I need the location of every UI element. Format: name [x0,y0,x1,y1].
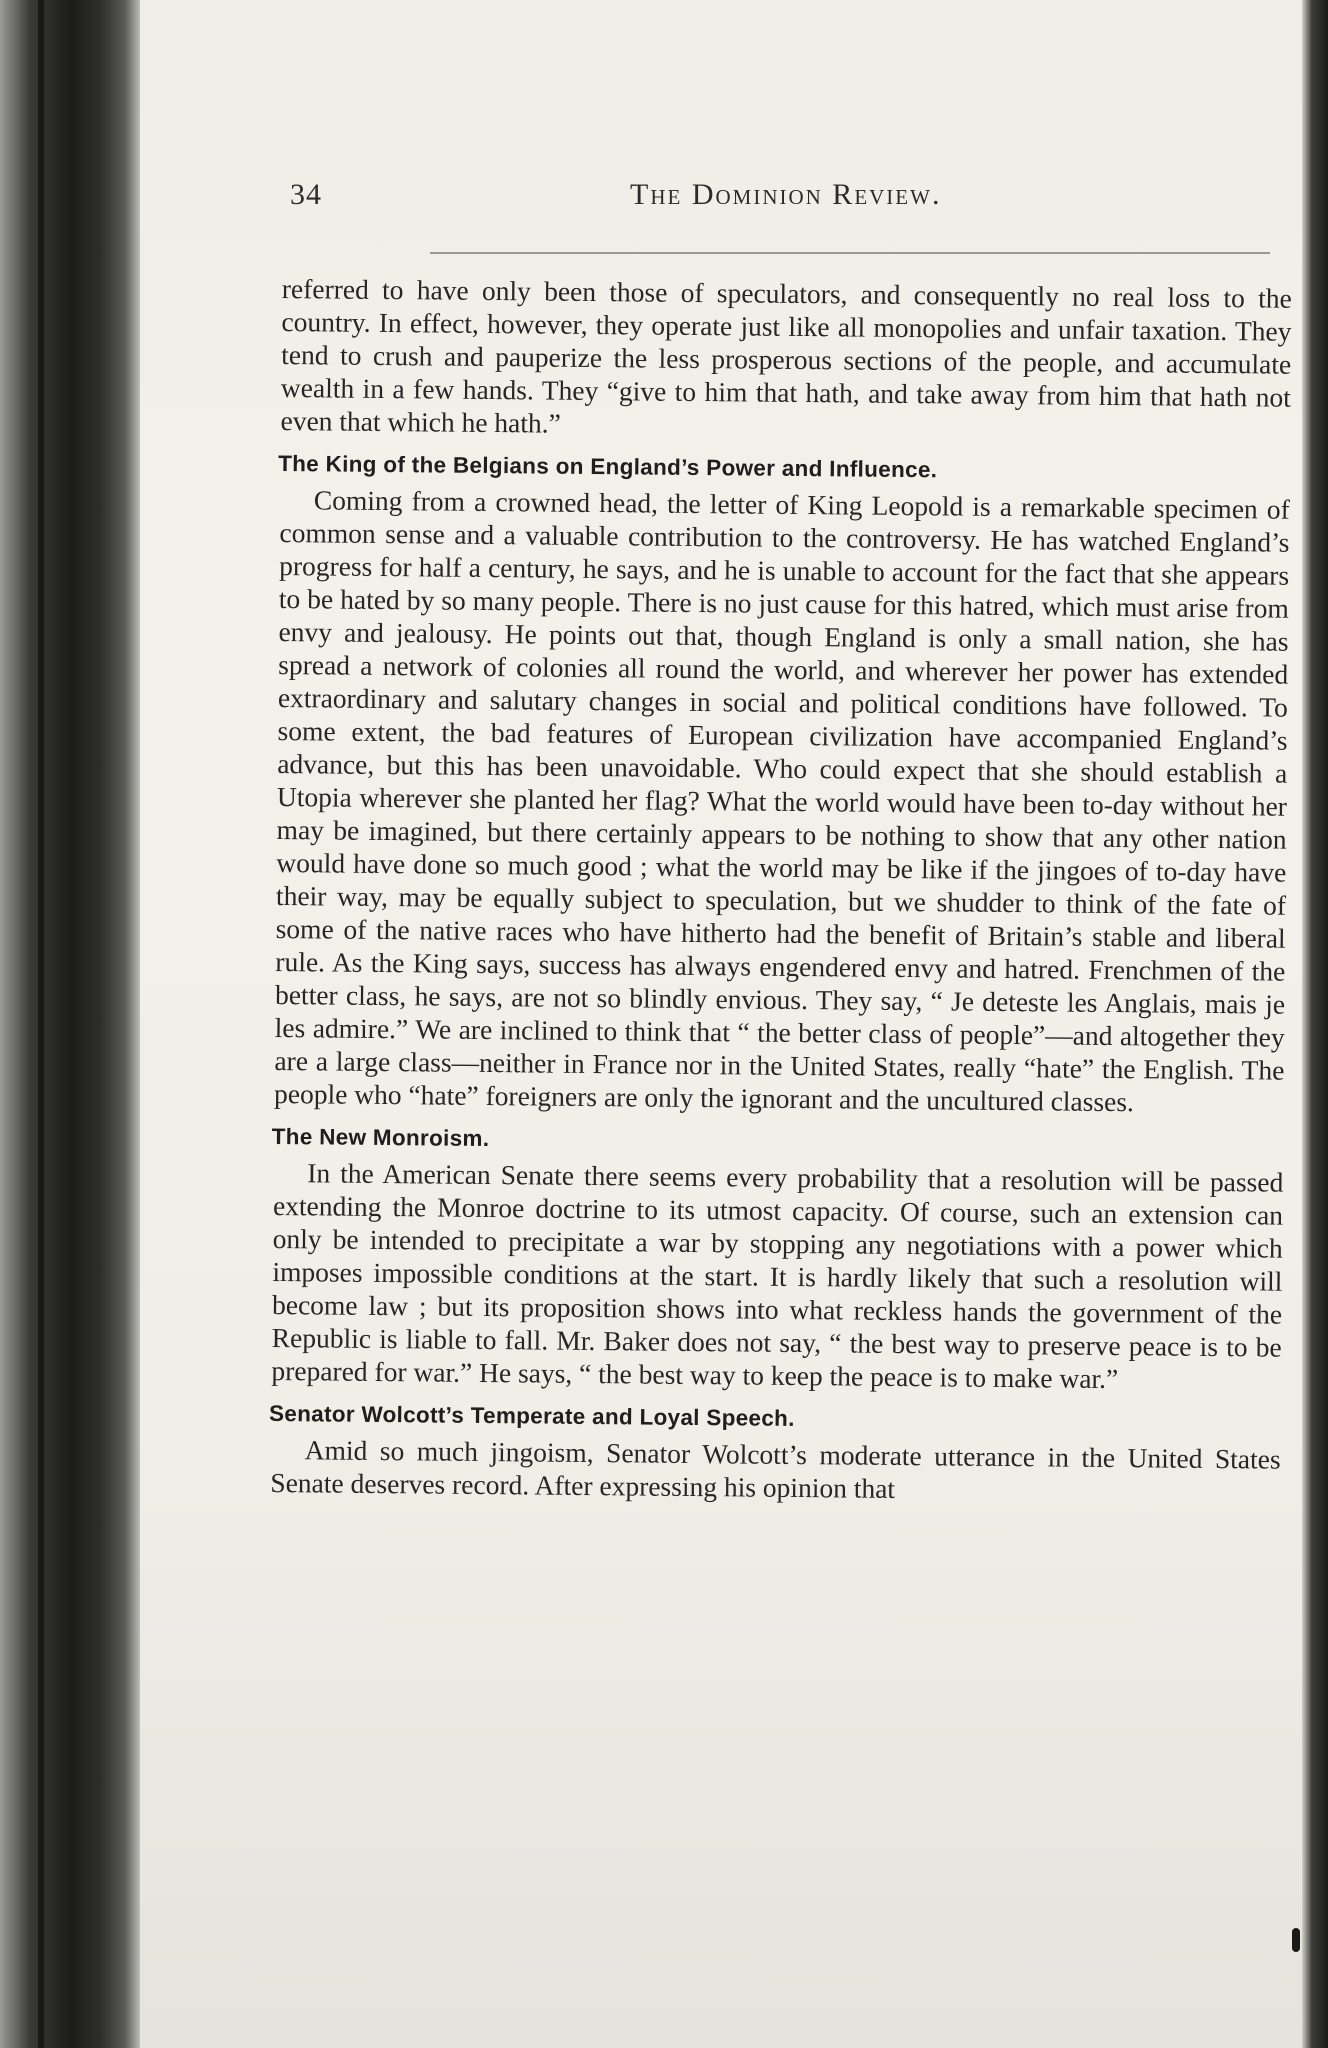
section-heading: The King of the Belgians on England’s Power and Influence. [278,450,938,483]
header-rule [430,252,1270,254]
paragraph: referred to have only been those of speculators, and consequently no real loss to the country. In effect, however, they operate just like all monopolies and unfair taxation. They tend to crush and pauperize the less prosperous sections of the people, and accumulate wealth in a few hands. They “give to him that hath, and take away from him that hath not even that which he hath.” [280,272,1292,439]
right-page-edge [1302,0,1328,2048]
paragraph: Coming from a crowned head, the letter of King Leopold is a remarkable specimen of common sense and a valuable contribution to the controversy. He has watched England’s progress for half a century, he says, and he is unable to account for the fact that she appears to be hated by so many people. There is no just cause for this hatred, which must arise from envy and jealousy. He points out that, though England is only a small nation, she has spread a network of colonies all round the world, and wherever her power has extended extraordinary and salutary changes in social and political conditions have followed. To some extent, the bad features of European civilization have accompanied England’s advance, but this has been unavoidable. Who could expect that she should establish a Utopia wherever she planted her flag? What the world would have been to-day without her may be imagined, but there certainly appears to be nothing to show that any other nation would have done so much good ; what the world may be like if the jingoes of to-day have their way, may be equally subject to speculation, but we shudder to think of the fate of some of the native races who have hitherto had the benefit of Britain’s stable and liberal rule. As the King says, success has always engendered envy and hatred. Frenchmen of the better class, he says, are not so blindly envious. They say, “ Je deteste les Anglais, mais je les admire.” We are inclined to think that “ the better class of people”—and altogether they are a large class—neither in France nor in the United States, really “hate” the English. The people who “hate” foreigners are only the ignorant and the uncultured classes. [273,484,1290,1118]
paragraph: Amid so much jingoism, Senator Wolcott’s moderate utterance in the United States Senate deserves record. After expressing his opinion that [270,1434,1281,1504]
scan-smudge [1292,1928,1300,1952]
section-new-monroism [271,1122,1283,1397]
section-king-of-belgians [274,449,1290,1120]
page-number: 34 [290,178,322,211]
section-heading: The New Monroism. [271,1123,490,1152]
book-binding-gutter [0,0,140,2048]
paragraph: In the American Senate there seems every probability that a resolution will be passed extending the Monroe doctrine to its utmost capacity. Of course, such an extension can only be intended to precipitate a war by stopping any negotiations with a power which imposes impossible conditions at the start. It is hardly likely that such a resolution will become law ; but its proposition shows into what reckless hands the government of the Republic is liable to fall. Mr. Baker does not say, “ the best way to preserve peace is to be prepared for war.” He says, “ the best way to keep the peace is to make war.” [271,1157,1284,1395]
section-continued [280,272,1292,447]
binding-shadow-line [38,0,44,2048]
article-body [270,272,1292,1509]
section-heading: Senator Wolcott’s Temperate and Loyal Speech. [268,1400,795,1431]
journal-title: The Dominion Review. [630,178,942,211]
section-senator-wolcott [270,1399,1281,1509]
